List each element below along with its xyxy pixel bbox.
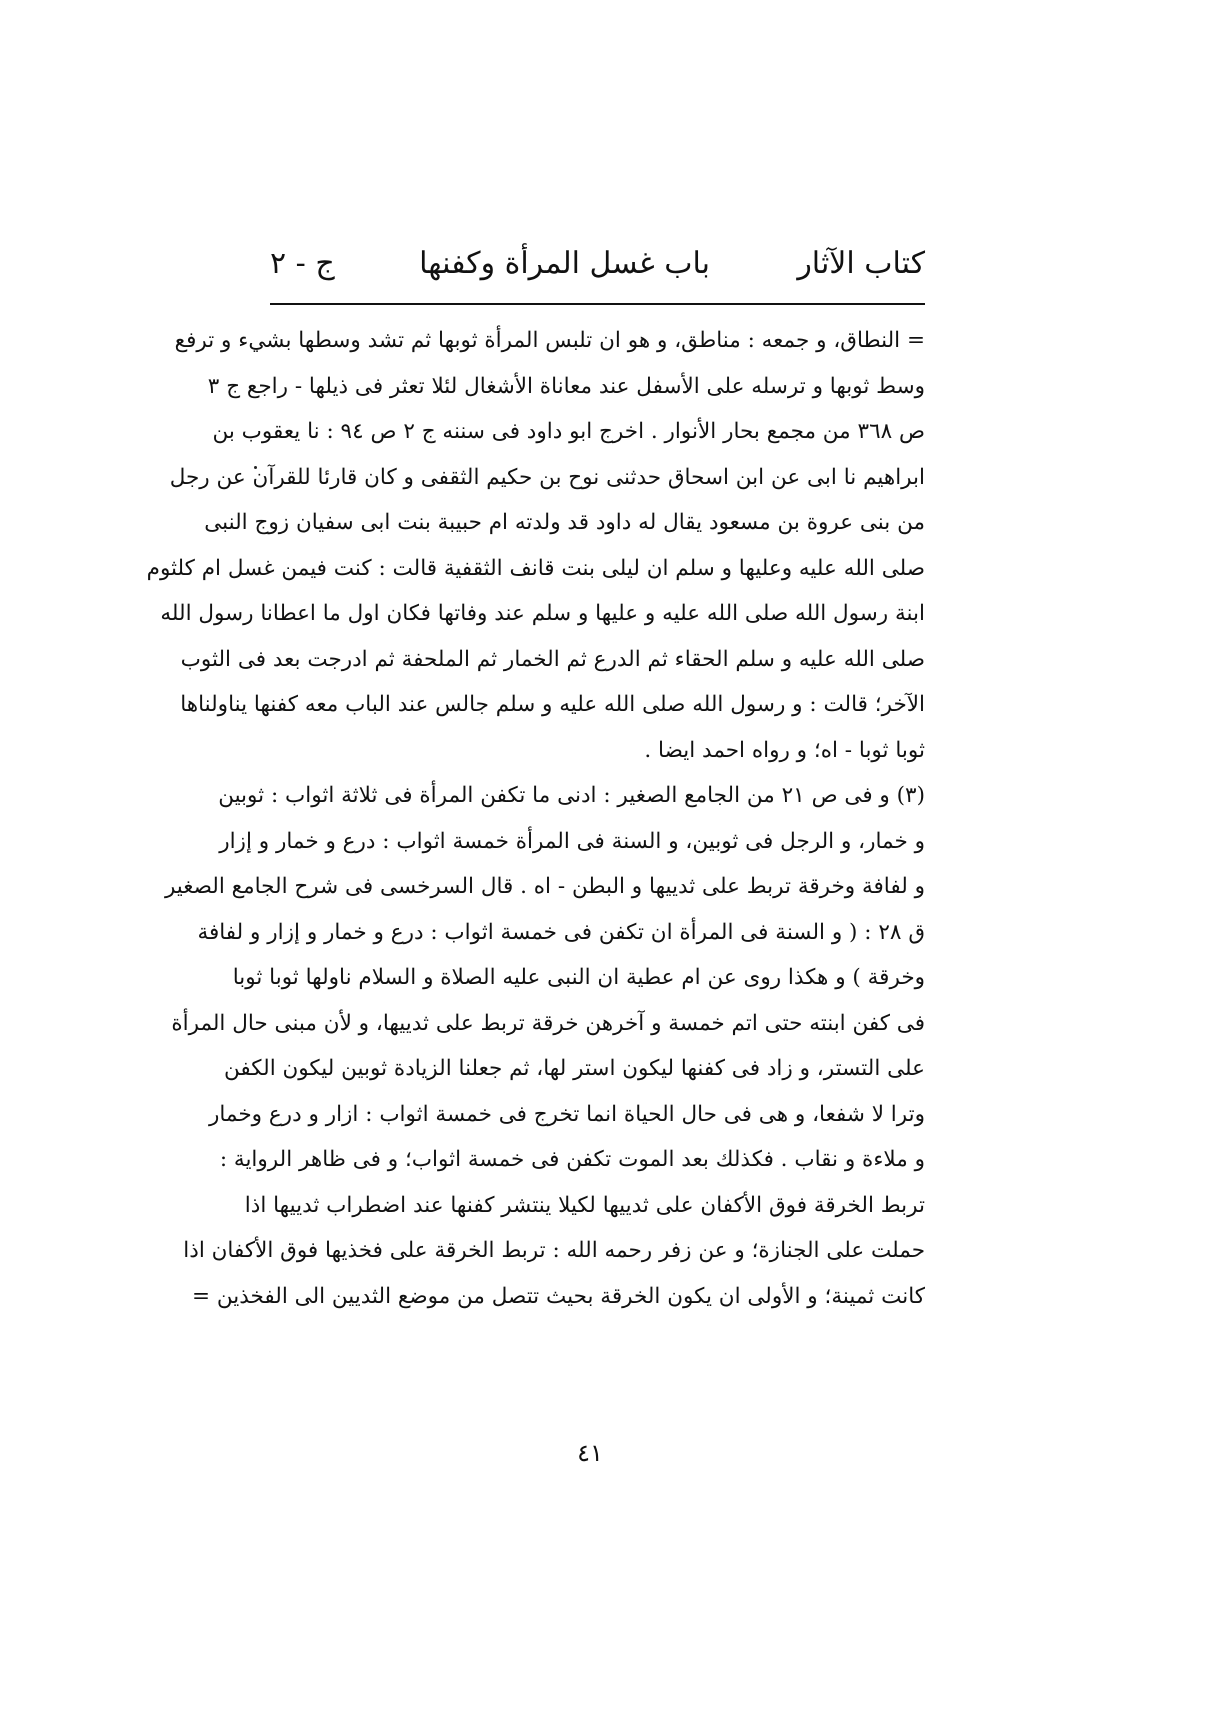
page-number: ٤١ — [577, 1439, 603, 1467]
text-line: من بنى عروة بن مسعود يقال له داود قد ولدته ام حبيبة بنت ابى سفيان زوج النبى — [204, 510, 925, 535]
text-line: = النطاق، و جمعه : مناطق، و هو ان تلبس المرأة ثوبها ثم تشد وسطها بشيء و ترفع — [174, 328, 925, 353]
text-line: وخرقة ) و هكذا روى عن ام عطية ان النبى عليه الصلاة و السلام ناولها ثوبا ثوبا — [232, 965, 925, 990]
chapter-title: باب غسل المرأة وكفنها — [419, 246, 710, 281]
text-line: على التستر، و زاد فى كفنها ليكون استر لها، ثم جعلنا الزيادة ثوبين ليكون الكفن — [224, 1056, 925, 1081]
text-line: و خمار، و الرجل فى ثوبين، و السنة فى المرأة خمسة اثواب : درع و خمار و إزار — [219, 828, 925, 854]
text-line: ثوبا ثوبا - اه؛ و رواه احمد ايضا . — [644, 737, 925, 763]
footnote-text — [146, 318, 925, 1319]
text-line: ابراهيم نا ابى عن ابن اسحاق حدثنى نوح بن حكيم الثقفى و كان قارئا للقرآن عن رجل — [169, 464, 925, 490]
text-line: الآخر؛ قالت : و رسول الله صلى الله عليه و سلم جالس عند الباب معه كفنها يناولناها — [180, 692, 925, 717]
text-line: تربط الخرقة فوق الأكفان على ثدييها لكيلا ينتشر كفنها عند اضطراب ثدييها اذا — [244, 1192, 925, 1218]
text-line: كانت ثمينة؛ و الأولى ان يكون الخرقة بحيث تتصل من موضع الثديين الى الفخذين = — [192, 1283, 925, 1309]
text-line: و لفافة وخرقة تربط على ثدييها و البطن - اه . قال السرخسى فى شرح الجامع الصغير — [164, 874, 925, 899]
text-line: فى كفن ابنته حتى اتم خمسة و آخرهن خرقة تربط على ثدييها، و لأن مبنى حال المرأة — [171, 1010, 925, 1036]
text-line: و ملاءة و نقاب . فكذلك بعد الموت تكفن فى خمسة اثواب؛ و فى ظاهر الرواية : — [219, 1147, 925, 1172]
text-line: صلى الله عليه وعليها و سلم ان ليلى بنت قانف الثقفية قالت : كنت فيمن غسل ام كلثوم — [146, 555, 925, 581]
text-line: ص ٣٦٨ من مجمع بحار الأنوار . اخرج ابو داود فى سننه ج ٢ ص ٩٤ : نا يعقوب بن — [212, 419, 925, 444]
volume-number: ج - ٢ — [270, 246, 335, 281]
text-line: وسط ثوبها و ترسله على الأسفل عند معاناة الأشغال لئلا تعثر فى ذيلها - راجع ج ٣ — [207, 373, 925, 399]
running-header — [270, 242, 925, 292]
text-line: ق ٢٨ : ( و السنة فى المرأة ان تكفن فى خمسة اثواب : درع و خمار و إزار و لفافة — [197, 919, 925, 945]
text-line: ابنة رسول الله صلى الله عليه و عليها و سلم عند وفاتها فكان اول ما اعطانا رسول الله — [160, 601, 925, 626]
text-line: حملت على الجنازة؛ و عن زفر رحمه الله : تربط الخرقة على فخذيها فوق الأكفان اذا — [183, 1238, 925, 1263]
book-title: كتاب الآثار — [797, 246, 925, 281]
text-line: وترا لا شفعا، و هى فى حال الحياة انما تخرج فى خمسة اثواب : ازار و درع وخمار — [208, 1101, 925, 1127]
text-line: (٣) و فى ص ٢١ من الجامع الصغير : ادنى ما تكفن المرأة فى ثلاثة اثواب : ثوبين — [218, 783, 925, 808]
header-rule — [270, 303, 925, 305]
text-line: صلى الله عليه و سلم الحقاء ثم الدرع ثم الخمار ثم الملحفة ثم ادرجت بعد فى الثوب — [180, 646, 925, 672]
